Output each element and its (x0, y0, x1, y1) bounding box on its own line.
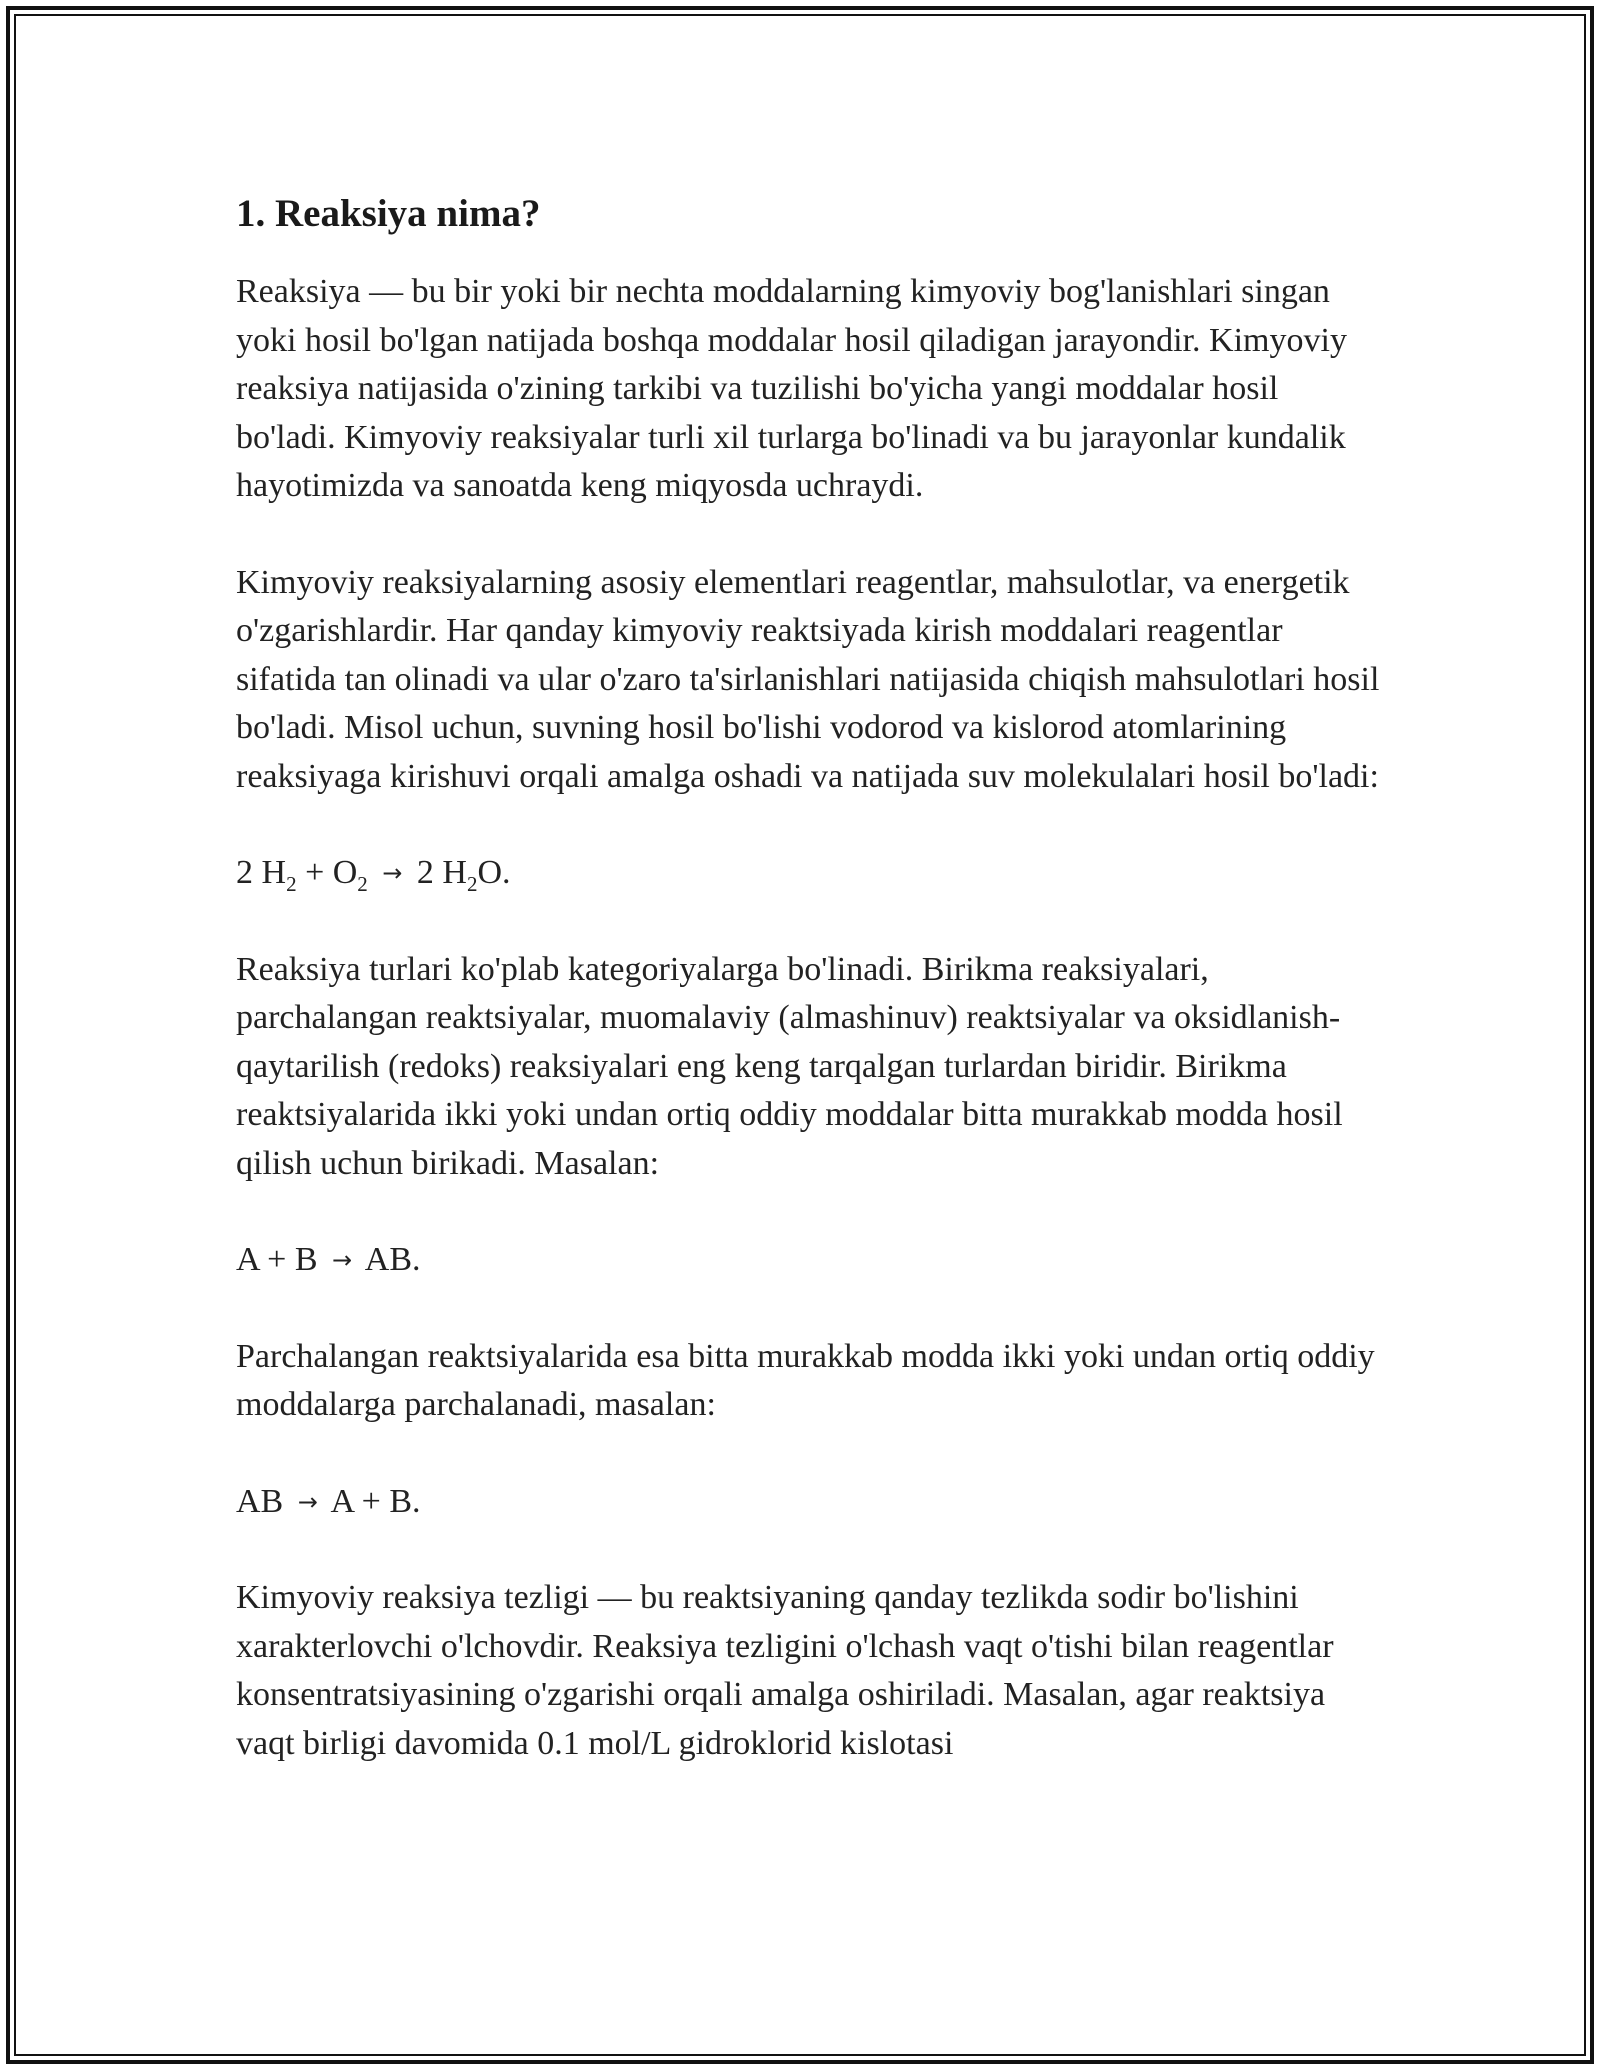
formula-part: AB (236, 1482, 284, 1520)
formula-water (236, 849, 1386, 898)
formula-subscript: 2 (466, 872, 478, 896)
formula-part: A + B (236, 1241, 318, 1278)
formula-synthesis (236, 1236, 1386, 1285)
paragraph-reaction-types: Reaksiya turlari ko'plab kategoriyalarga bo'linadi. Birikma reaksiyalari, parchalangan reaktsiyalar, muomalaviy (almashinuv) reaktsiyalar va oksidlanish-qaytarilish (redoks) reaksiyalari eng keng tarqalgan turlardan biridir. Birikma reaktsiyalarida ikki yoki undan ortiq oddiy moddalar bitta murakkab modda hosil qilish uchun birikadi. Masalan: (236, 950, 1343, 1182)
formula-part: + O (296, 854, 358, 891)
reaction-arrow: → (332, 1246, 353, 1274)
document-body (236, 186, 1386, 1816)
reaction-arrow: → (382, 859, 403, 887)
paragraph-reaction-rate: Kimyoviy reaksiya tezligi — bu reaktsiyaning qanday tezlikda sodir bo'lishini xarakterlovchi o'lchovdir. Reaksiya tezligini o'lchash vaqt o'tishi bilan reagentlar konsentratsiyasining o'zgarishi orqali amalga oshiriladi. Masalan, agar reaktsiya vaqt birligi davomida 0.1 mol/L gidroklorid kislotasi (236, 1579, 1334, 1762)
formula-subscript: 2 (286, 872, 297, 896)
formula-part: 2 H (236, 854, 287, 891)
section-heading: 1. Reaksiya nima? (236, 192, 541, 235)
formula-part: AB. (364, 1241, 421, 1278)
formula-decomposition (236, 1478, 1386, 1527)
formula-part: A + B. (330, 1482, 421, 1520)
reaction-arrow: → (297, 1487, 318, 1516)
paragraph-elements: Kimyoviy reaksiyalarning asosiy elementlari reagentlar, mahsulotlar, va energetik o'zgarishlardir. Har qanday kimyoviy reaktsiyada kirish moddalari reagentlar sifatida tan olinadi va ular o'zaro ta'sirlanishlari natijasida chiqish mahsulotlari hosil bo'ladi. Misol uchun, suvning hosil bo'lishi vodorod va kislorod atomlarining reaksiyaga kirishuvi orqali amalga oshadi va natijada suv molekulalari hosil bo'ladi: (236, 563, 1380, 795)
paragraph-decomposition: Parchalangan reaktsiyalarida esa bitta murakkab modda ikki yoki undan ortiq oddiy moddalarga parchalanadi, masalan: (236, 1337, 1375, 1423)
formula-part: 2 H (416, 854, 467, 891)
paragraph-definition: Reaksiya — bu bir yoki bir nechta moddalarning kimyoviy bog'lanishlari singan yoki hosil bo'lgan natijada boshqa moddalar hosil qiladigan jarayondir. Kimyoviy reaksiya natijasida o'zining tarkibi va tuzilishi bo'yicha yangi moddalar hosil bo'ladi. Kimyoviy reaksiyalar turli xil turlarga bo'linadi va bu jarayonlar kundalik hayotimizda va sanoatda keng miqyosda uchraydi. (236, 273, 1347, 504)
formula-part: O. (477, 854, 511, 891)
formula-subscript: 2 (357, 872, 368, 896)
